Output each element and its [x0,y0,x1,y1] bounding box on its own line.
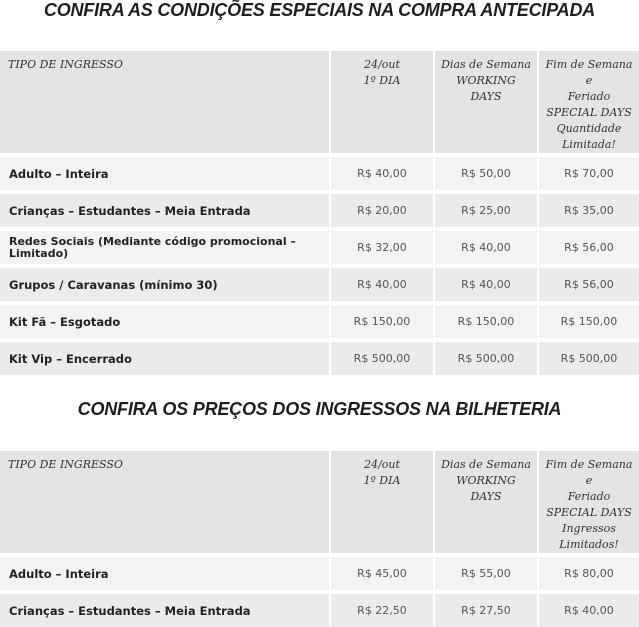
header-working-days [433,51,537,153]
header-ticket-type [0,51,329,153]
header-line: Fim de Semana e [545,458,633,487]
table-row [0,553,639,590]
header-line: WORKING [456,474,516,487]
header-line: Quantidade [556,122,622,135]
ticket-type-cell: Crianças – Estudantes – Meia Entrada [0,190,329,227]
price-special-days: R$ 80,00 [537,553,639,590]
table-header-row [0,451,639,553]
header-line: 1º DIA [363,74,401,87]
price-special-days: R$ 500,00 [537,338,639,375]
header-line: Dias de Semana [441,58,531,71]
price-working-days: R$ 40,00 [433,264,537,301]
header-special-days [537,51,639,153]
price-special-days: R$ 56,00 [537,227,639,264]
price-working-days: R$ 50,00 [433,153,537,190]
header-line: DAYS [470,490,502,503]
ticket-type-cell: Redes Sociais (Mediante código promocional – Limitado) [0,227,329,264]
box-office-title: CONFIRA OS PREÇOS DOS INGRESSOS NA BILHETERIA [77,399,562,419]
header-line: SPECIAL DAYS [546,106,632,119]
price-first-day: R$ 45,00 [329,553,433,590]
header-first-day [329,51,433,153]
price-first-day: R$ 20,00 [329,190,433,227]
ticket-type-cell: Adulto – Inteira [0,153,329,190]
header-line: Dias de Semana [441,458,531,471]
header-line: Fim de Semana e [545,58,633,87]
header-line: 24/out [364,458,400,471]
header-line: TIPO DE INGRESSO [8,458,123,471]
header-special-days [537,451,639,553]
price-working-days: R$ 150,00 [433,301,537,338]
advance-purchase-title: CONFIRA AS CONDIÇÕES ESPECIAIS NA COMPRA ANTECIPADA [43,0,596,20]
box-office-price-table [0,451,639,627]
price-working-days: R$ 25,00 [433,190,537,227]
price-first-day: R$ 40,00 [329,153,433,190]
price-working-days: R$ 500,00 [433,338,537,375]
table-row [0,264,639,301]
price-working-days: R$ 55,00 [433,553,537,590]
header-line: Feriado [567,490,611,503]
price-special-days: R$ 70,00 [537,153,639,190]
price-first-day: R$ 40,00 [329,264,433,301]
ticket-type-cell: Kit Fã – Esgotado [0,301,329,338]
table-row [0,338,639,375]
table-header-row [0,51,639,153]
header-line: Limitada! [562,138,616,151]
ticket-type-cell: Crianças – Estudantes – Meia Entrada [0,590,329,627]
ticket-type-cell: Kit Vip – Encerrado [0,338,329,375]
table-row [0,590,639,627]
header-line: Limitados! [559,538,619,551]
header-line: Ingressos [562,522,616,535]
header-line: TIPO DE INGRESSO [8,58,123,71]
header-line: 1º DIA [363,474,401,487]
table-row [0,153,639,190]
price-special-days: R$ 56,00 [537,264,639,301]
header-working-days [433,451,537,553]
price-working-days: R$ 27,50 [433,590,537,627]
header-line: Feriado [567,90,611,103]
table-row [0,227,639,264]
advance-price-table [0,51,639,375]
header-line: WORKING [456,74,516,87]
table-row [0,190,639,227]
price-first-day: R$ 500,00 [329,338,433,375]
header-line: 24/out [364,58,400,71]
header-line: SPECIAL DAYS [546,506,632,519]
ticket-type-cell: Grupos / Caravanas (mínimo 30) [0,264,329,301]
price-first-day: R$ 150,00 [329,301,433,338]
header-first-day [329,451,433,553]
ticket-type-cell: Adulto – Inteira [0,553,329,590]
table-row [0,301,639,338]
price-special-days: R$ 40,00 [537,590,639,627]
price-special-days: R$ 35,00 [537,190,639,227]
header-ticket-type [0,451,329,553]
header-line: DAYS [470,90,502,103]
price-special-days: R$ 150,00 [537,301,639,338]
price-first-day: R$ 22,50 [329,590,433,627]
price-first-day: R$ 32,00 [329,227,433,264]
price-working-days: R$ 40,00 [433,227,537,264]
